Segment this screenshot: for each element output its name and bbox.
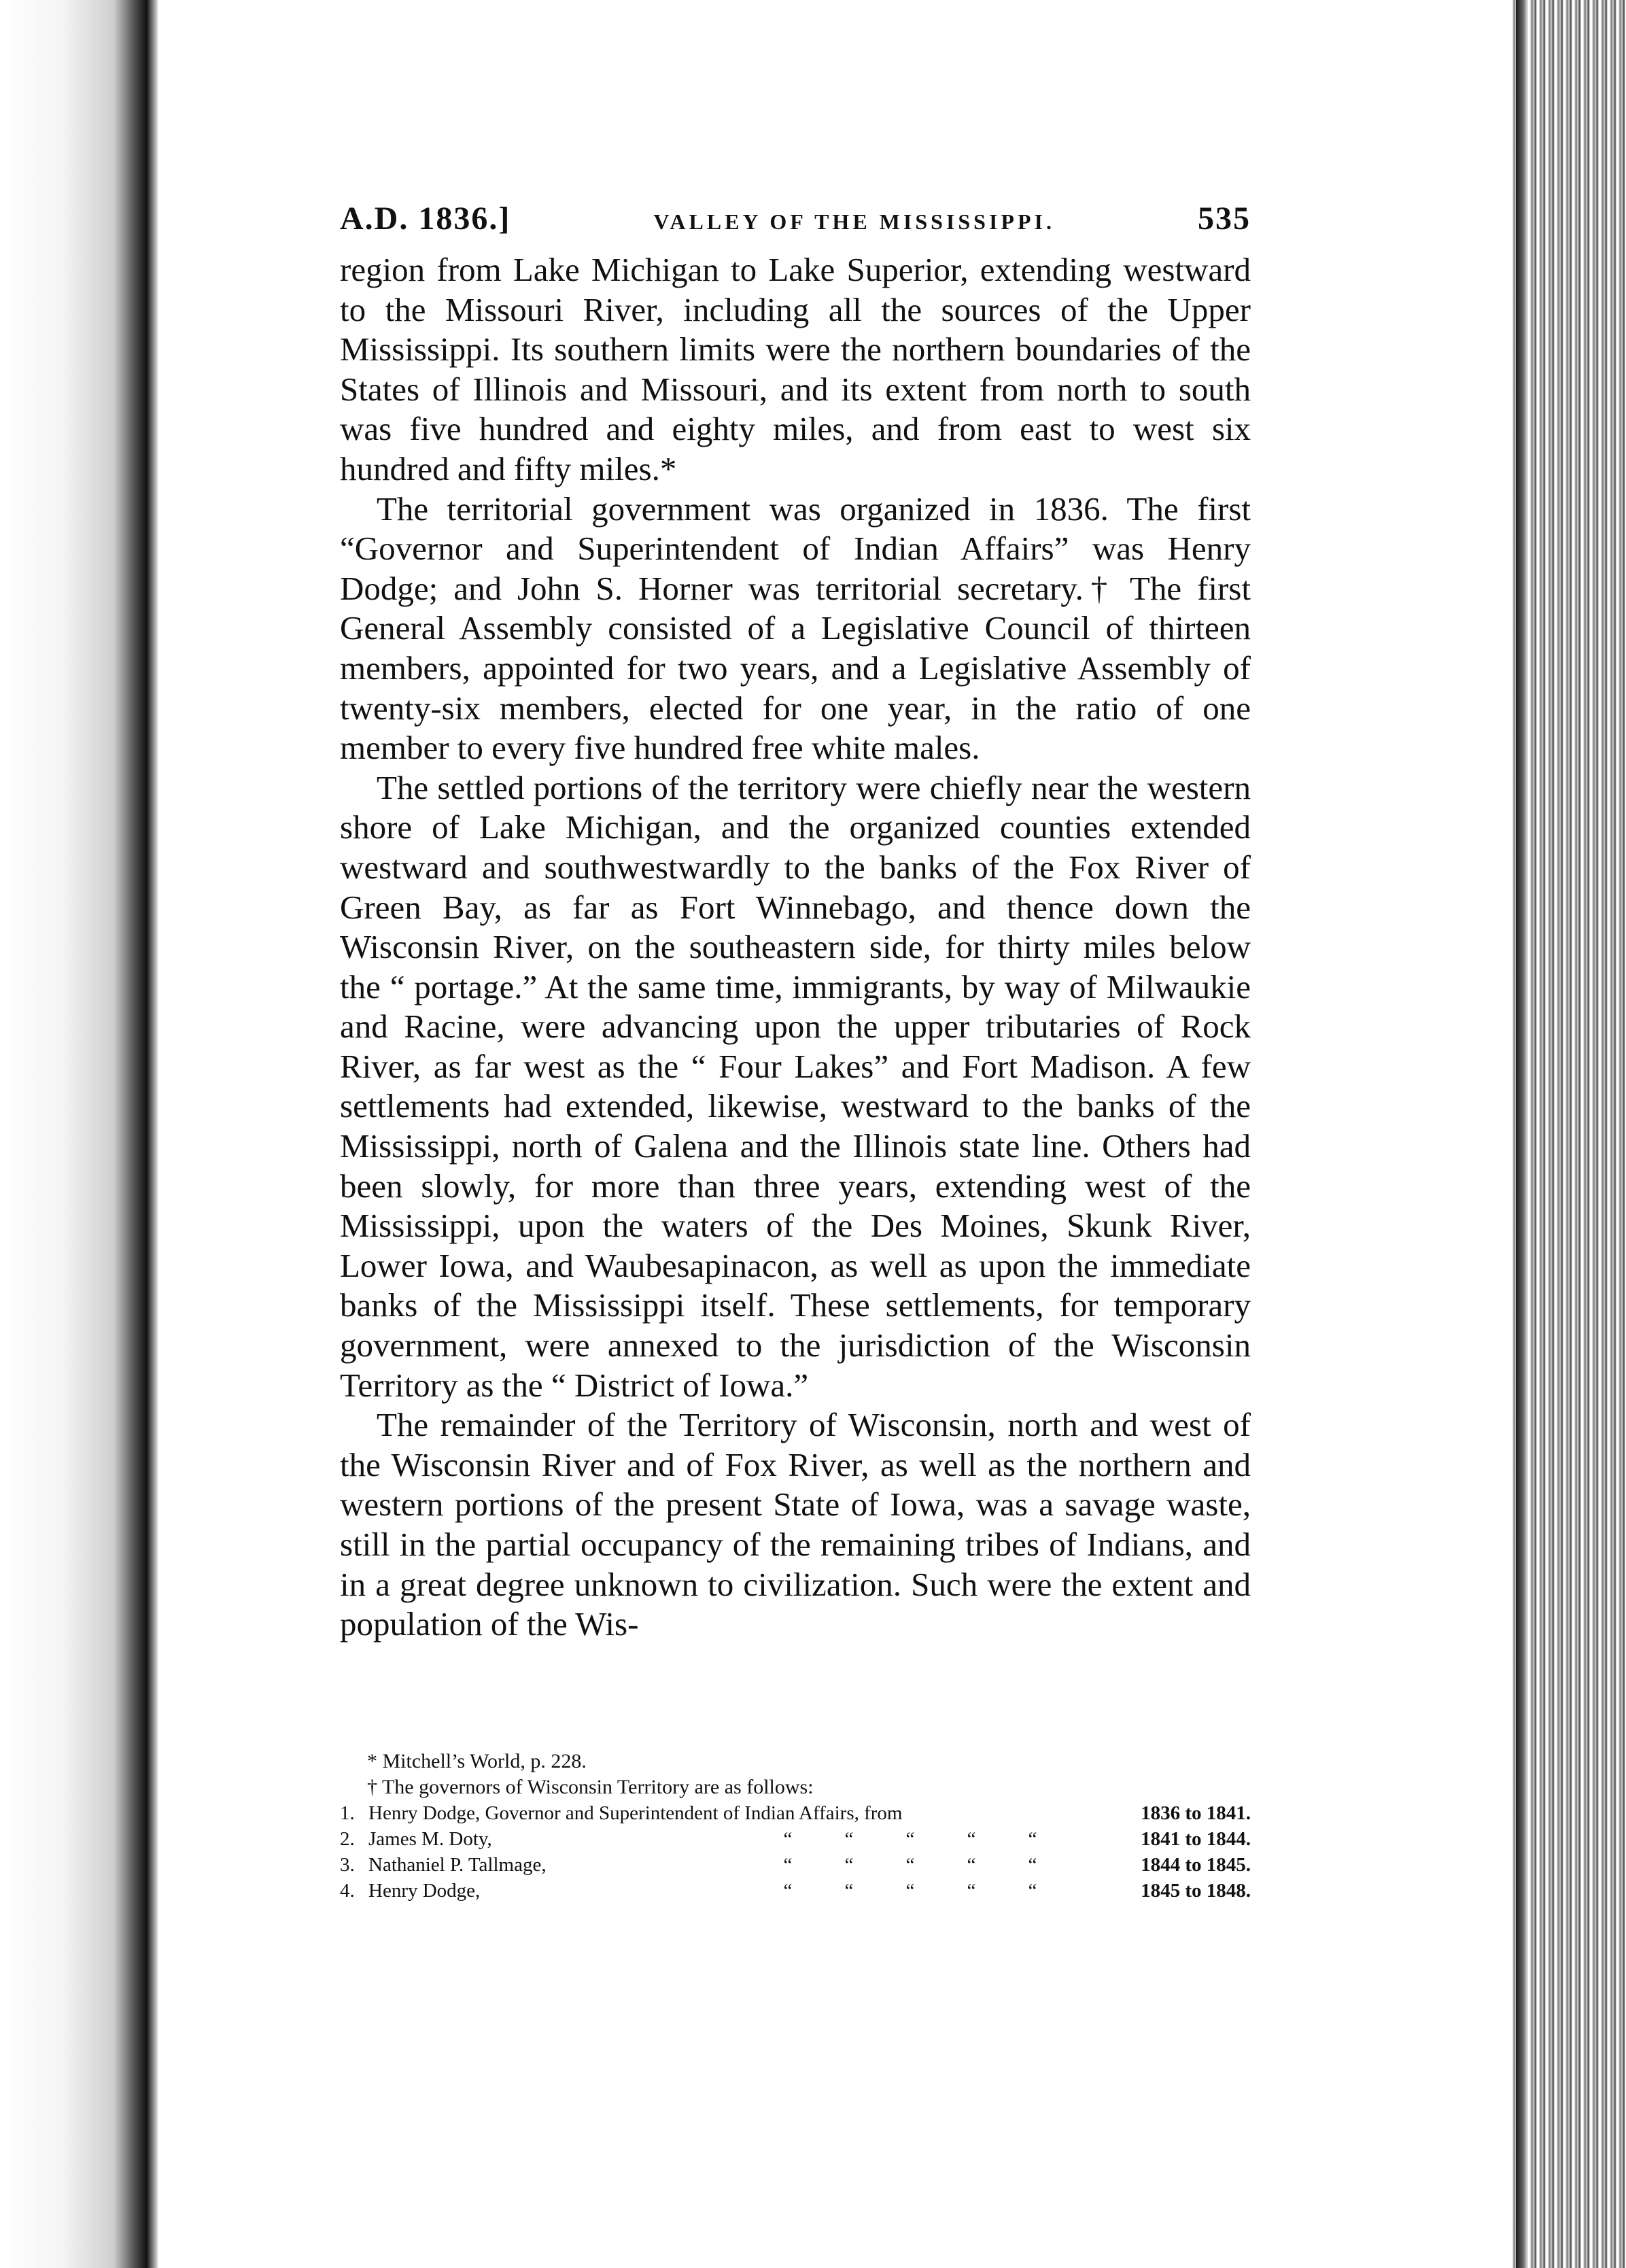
governor-number: 2. [340,1828,355,1850]
table-row [340,1826,1251,1852]
governor-name: Henry Dodge, [368,1880,481,1902]
table-row [340,1800,1251,1826]
paragraph-continued: region from Lake Michigan to Lake Superior, extending westward to the Missouri River, including all the sources of the Upper Mississippi. Its southern limits were the northern boundaries of the States of Illinois and Missouri, and its extent from north to south was five hundred and eighty miles, and from east to west six hundred and fifty miles.* [340,251,1251,487]
governor-name: Henry Dodge, Governor and Superintendent of Indian Affairs, from [368,1802,903,1824]
ditto-mark: “ [783,1880,793,1902]
governor-dates: 1845 to 1848. [1141,1880,1251,1902]
footnote-star: * Mitchell’s World, p. 228. [367,1750,587,1772]
paragraph-remainder: The remainder of the Territory of Wisconsin, north and west of the Wisconsin River and of Fox River, as well as the northern and western portions of the present State of Iowa, was a savage waste, still in the partial occupancy of the remaining tribes of Indians, and in a great degree unknown to civilization. Such were the extent and population of the Wis- [340,1406,1251,1643]
governor-dates: 1841 to 1844. [1141,1828,1251,1850]
governor-number: 3. [340,1854,355,1876]
body-text [340,250,1251,1645]
paragraph-settled-portions: The settled portions of the territory were chiefly near the western shore of Lake Michigan, and the organized counties extended westward and southwestwardly to the banks of the Fox River of Green Bay, as far as Fort Winnebago, and thence down the Wisconsin River, on the southeastern side, for thirty miles below the “ portage.” At the same time, immigrants, by way of Milwaukie and Racine, were advancing upon the upper tributaries of Rock River, as far west as the “ Four Lakes” and Fort Madison. A few settlements had extended, likewise, westward to the banks of the Mississippi, north of Galena and the Illinois state line. Others had been slowly, for more than three years, extending west of the Mississippi, upon the waters of the Des Moines, Skunk River, Lower Iowa, and Waubesapinacon, as well as upon the immediate banks of the Mississippi itself. These settlements, for temporary government, were annexed to the jurisdiction of the Wisconsin Territory as the “ District of Iowa.” [340,768,1251,1404]
book-spine-shadow [1516,0,1528,2268]
ditto-mark: “ [905,1854,915,1876]
ditto-mark: “ [967,1880,976,1902]
governor-name: Nathaniel P. Tallmage, [368,1854,547,1876]
ditto-mark: “ [844,1854,854,1876]
table-row [340,1852,1251,1878]
governor-number: 1. [340,1802,355,1824]
governor-number: 4. [340,1880,355,1902]
ditto-mark: “ [783,1828,793,1850]
paragraph-territorial-government: The territorial government was organized in 1836. The first “Governor and Superintendent of Indian Affairs” was Henry Dodge; and John S. Horner was territorial secretary.† The first General Assembly consisted of a Legislative Council of thirteen members, appointed for two years, and a Legislative Assembly of twenty-six members, elected for one year, in the ratio of one member to every five hundred free white males. [340,489,1251,767]
ditto-mark: “ [905,1880,915,1902]
ditto-mark: “ [905,1828,915,1850]
governors-table [340,1800,1251,1904]
footnote-dagger: † The governors of Wisconsin Territory are as follows: [367,1776,814,1798]
governor-dates: 1844 to 1845. [1141,1854,1251,1876]
running-head [340,188,1251,250]
governor-name: James M. Doty, [368,1828,492,1850]
running-head-title: VALLEY OF THE MISSISSIPPI. [653,209,1055,234]
ditto-mark: “ [1028,1854,1037,1876]
running-head-date: A.D. 1836.] [340,201,511,237]
ditto-mark: “ [1028,1880,1037,1902]
ditto-mark: “ [783,1854,793,1876]
page-number: 535 [1198,201,1251,237]
ditto-mark: “ [967,1854,976,1876]
governor-dates: 1836 to 1841. [1141,1802,1251,1824]
ditto-mark: “ [844,1828,854,1850]
book-page [340,188,1251,1645]
scan-left-margin [0,0,158,2268]
table-row [340,1878,1251,1904]
ditto-mark: “ [967,1828,976,1850]
ditto-mark: “ [844,1880,854,1902]
ditto-mark: “ [1028,1828,1037,1850]
footnotes [340,1749,1251,1904]
